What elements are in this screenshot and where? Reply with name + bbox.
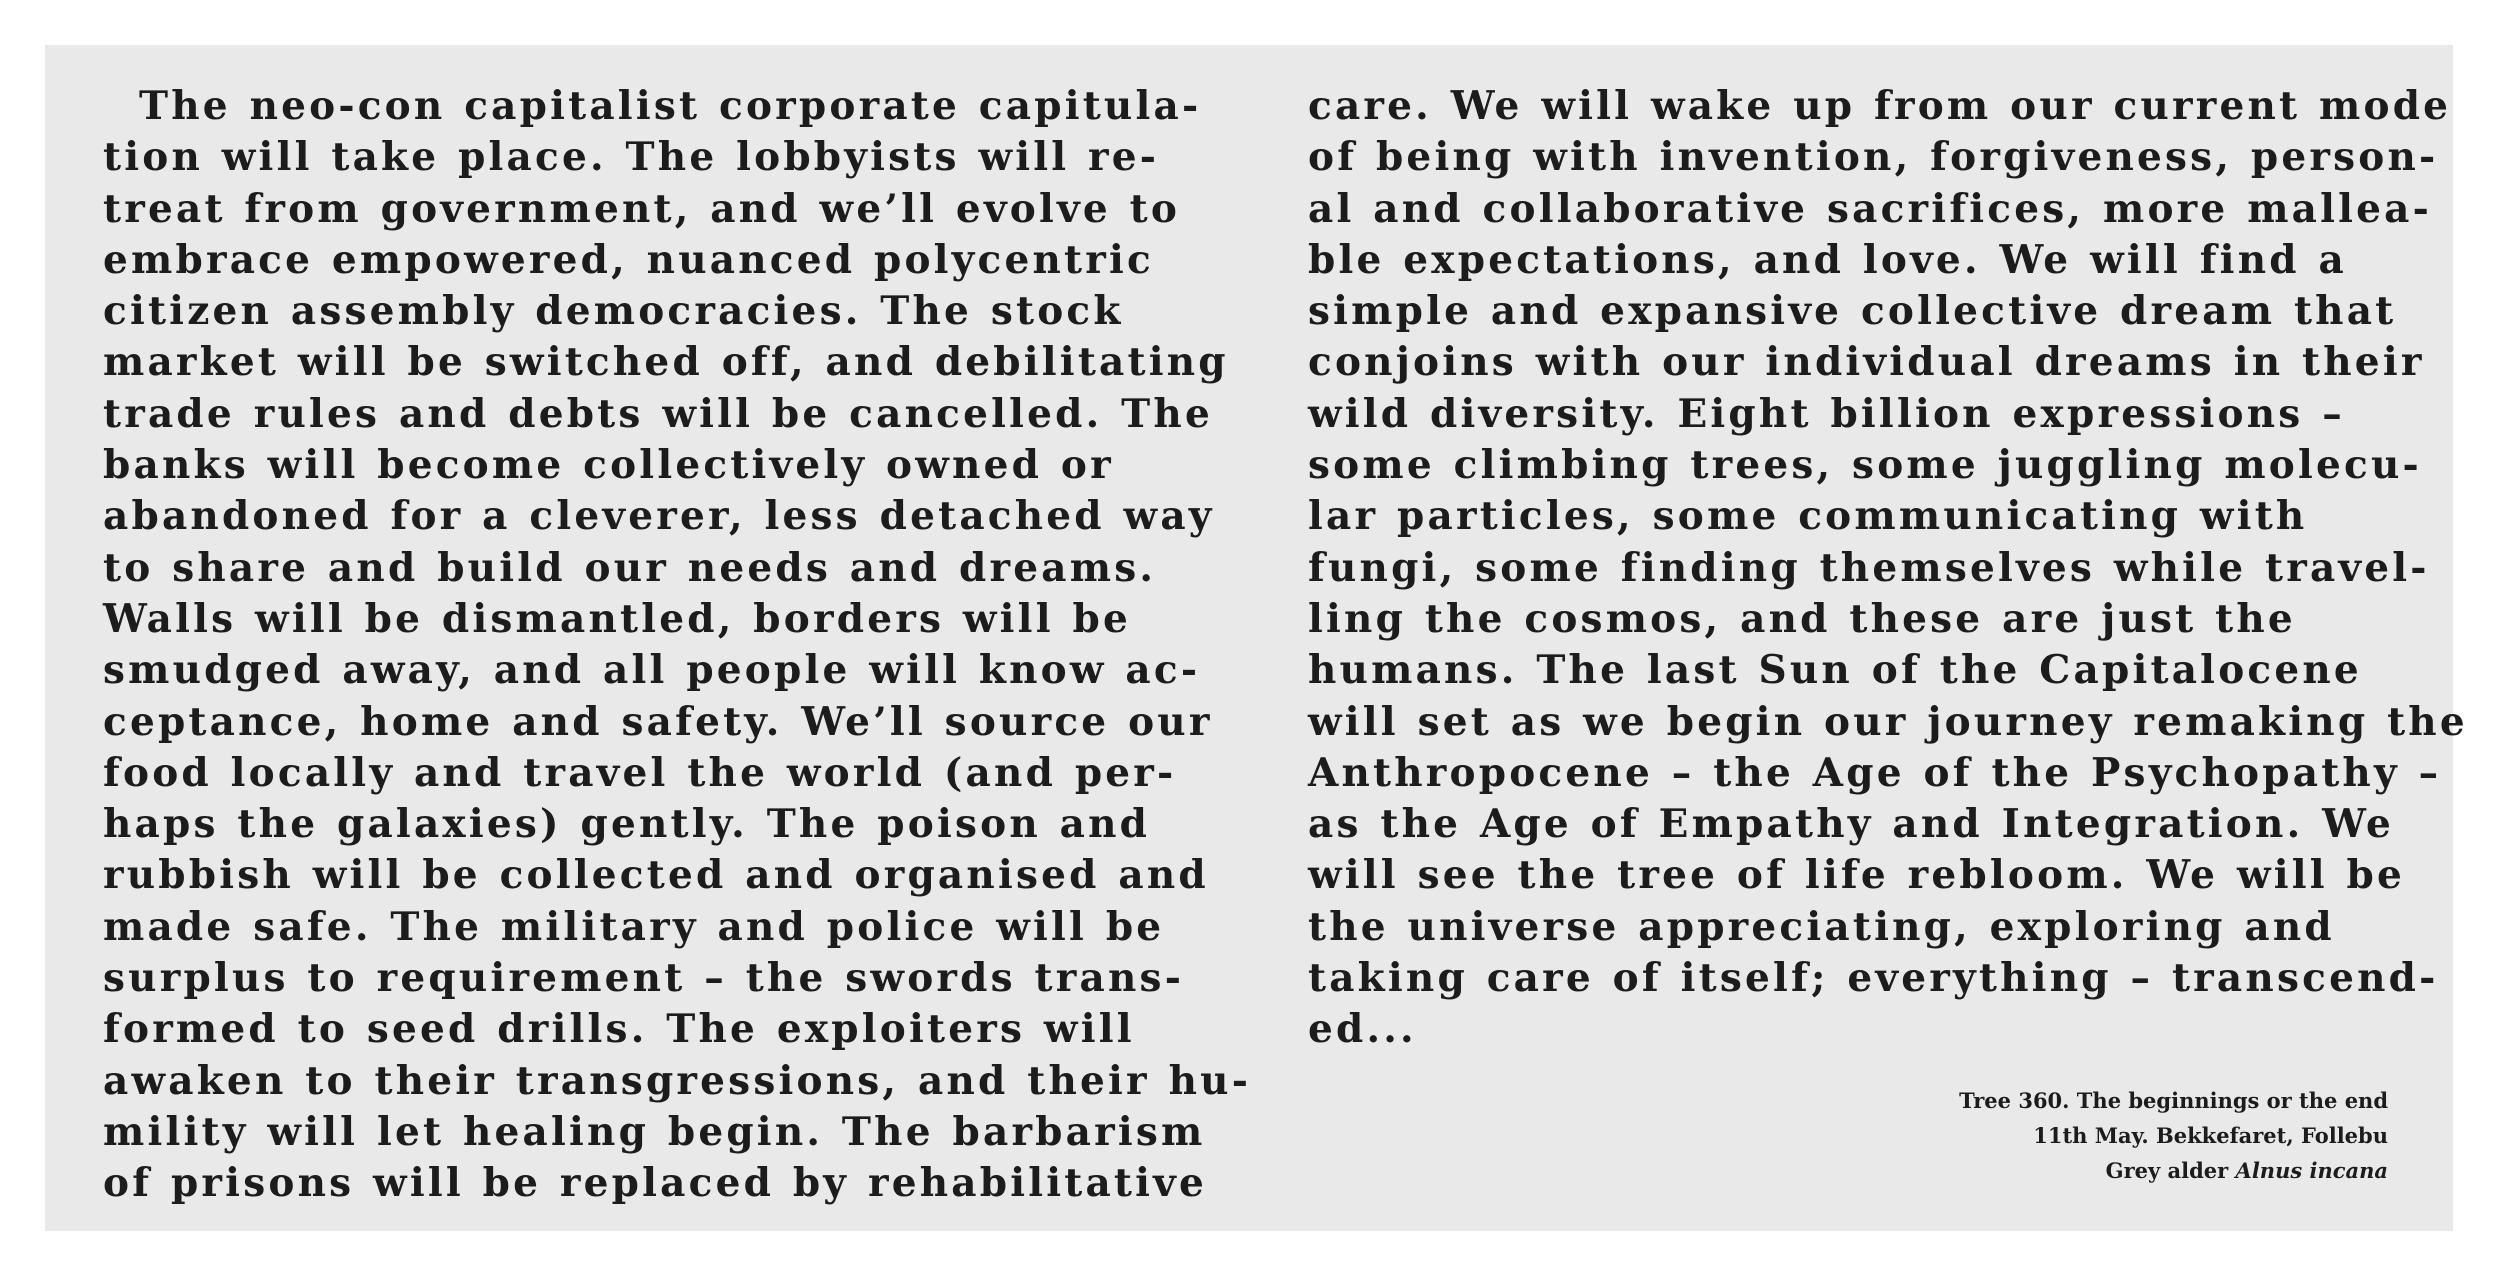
text-line: simple and expansive collective dream that — [1308, 288, 2397, 335]
text-line: embrace empowered, nuanced polycentric — [103, 236, 1154, 283]
text-line: the universe appreciating, exploring and — [1308, 903, 2335, 950]
text-line: some climbing trees, some juggling molecu- — [1308, 442, 2422, 489]
text-line: treat from government, and we’ll evolve to — [103, 185, 1181, 232]
right-text-column — [1308, 81, 2468, 1056]
text-line: Walls will be dismantled, borders will be — [103, 595, 1131, 642]
page-spread — [45, 45, 2468, 1231]
text-line: will see the tree of life rebloom. We will be — [1308, 852, 2406, 899]
text-line: taking care of itself; everything – transcend- — [1308, 955, 2439, 1002]
text-line: rubbish will be collected and organised and — [103, 852, 1209, 899]
text-line: lar particles, some communicating with — [1308, 493, 2308, 540]
text-line: mility will let healing begin. The barbarism — [103, 1108, 1206, 1155]
caption-common-name: Grey alder — [2105, 1158, 2236, 1183]
text-line: humans. The last Sun of the Capitalocene — [1308, 647, 2362, 694]
text-line: as the Age of Empathy and Integration. We — [1308, 801, 2394, 848]
text-line: The neo-con capitalist corporate capitula- — [139, 83, 1202, 129]
text-line: al and collaborative sacrifices, more mallea- — [1308, 185, 2433, 232]
text-line: care. We will wake up from our current mode — [1308, 83, 2452, 129]
text-line: food locally and travel the world (and per- — [103, 749, 1177, 796]
left-text-column — [103, 81, 1251, 1210]
caption-title: Tree 360. The beginnings or the end — [1959, 1088, 2388, 1113]
photo-caption — [1959, 1083, 2388, 1188]
text-line: wild diversity. Eight billion expressions – — [1308, 390, 2345, 437]
text-line: tion will take place. The lobbyists will re- — [103, 134, 1160, 181]
text-line: to share and build our needs and dreams. — [103, 544, 1157, 591]
text-line: trade rules and debts will be cancelled. The — [103, 390, 1213, 437]
text-line: surplus to requirement – the swords trans- — [103, 955, 1185, 1002]
text-line: of prisons will be replaced by rehabilitative — [103, 1160, 1208, 1207]
text-line: ceptance, home and safety. We’ll source our — [103, 698, 1213, 745]
text-line: abandoned for a cleverer, less detached way — [103, 493, 1215, 540]
text-line: banks will become collectively owned or — [103, 442, 1114, 489]
text-line: conjoins with our individual dreams in their — [1308, 339, 2425, 386]
text-line: formed to seed drills. The exploiters will — [103, 1006, 1135, 1053]
text-line: haps the galaxies) gently. The poison and — [103, 801, 1151, 848]
text-line: smudged away, and all people will know ac- — [103, 647, 1201, 694]
text-line: will set as we begin our journey remaking the — [1308, 698, 2468, 745]
text-line: ble expectations, and love. We will find a — [1308, 236, 2347, 283]
text-line: ling the cosmos, and these are just the — [1308, 595, 2296, 642]
caption-species — [1959, 1153, 2388, 1188]
text-line: Anthropocene – the Age of the Psychopathy – — [1308, 749, 2442, 796]
text-line: market will be switched off, and debilitating — [103, 339, 1229, 386]
text-line: awaken to their transgressions, and their hu- — [103, 1057, 1252, 1104]
caption-date-location: 11th May. Bekkefaret, Follebu — [2033, 1123, 2388, 1148]
caption-latin-name: Alnus incana — [2235, 1158, 2388, 1183]
text-line: ed... — [1308, 1006, 1417, 1053]
text-line: made safe. The military and police will be — [103, 903, 1165, 950]
text-line: citizen assembly democracies. The stock — [103, 288, 1124, 335]
text-line: of being with invention, forgiveness, person- — [1308, 134, 2439, 181]
text-line: fungi, some finding themselves while travel- — [1308, 544, 2430, 591]
